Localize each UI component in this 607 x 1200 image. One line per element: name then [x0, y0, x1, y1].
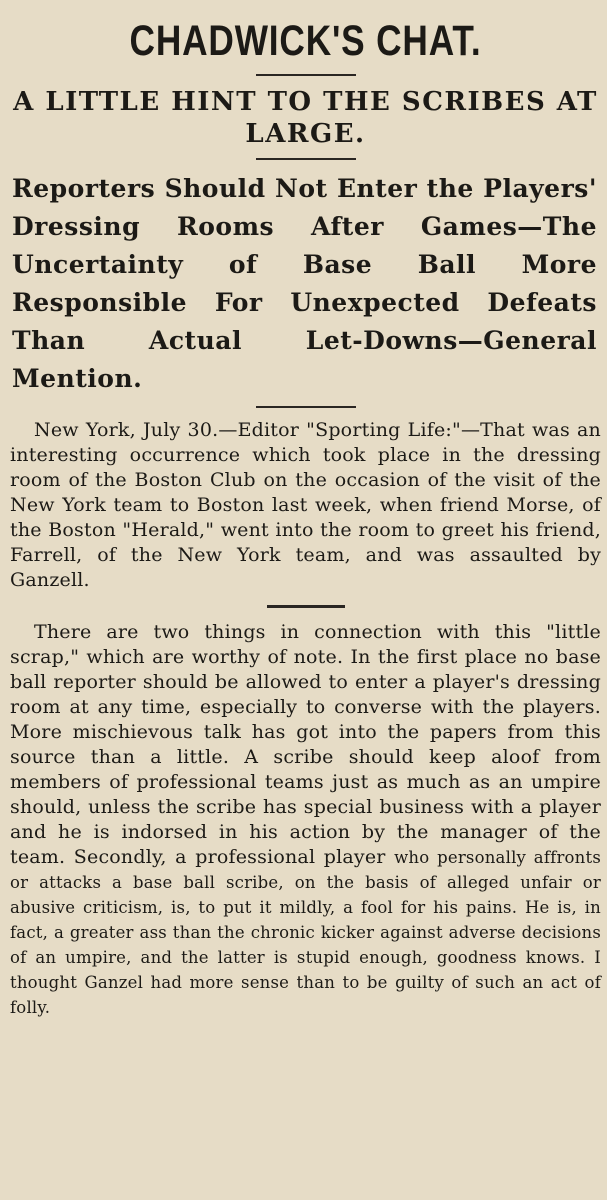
- divider-rule: [256, 158, 356, 160]
- paragraph-dateline: New York, July 30.—Editor "Sporting Life:"—That was an interesting occurrence which took place in the dressing room of the Boston Club on the occasion of the visit of the New York team to Boston last week, when friend Morse, of the Boston "Herald," went into the room to greet his friend, Farrell, of the New York team, and was assaulted by Ganzell.: [10, 419, 601, 591]
- paragraph-body-part1: There are two things in connection with this "little scrap," which are worthy of note. In the first place no base ball reporter should be allowed to enter a player's dressing room at any time, especially to converse with the players. More mischievous talk has got into the papers from this source than a little. A scribe should keep aloof from members of professional teams just as much as an umpire should, unless the scribe has special business with a player and he is indorsed in his action by the manager of the team. Secondly, a professional player: [10, 621, 601, 868]
- divider-rule: [256, 74, 356, 76]
- section-dash: [267, 605, 345, 608]
- headline-title: CHADWICK'S CHAT.: [129, 17, 482, 65]
- deck-primary: A LITTLE HINT TO THE SCRIBES AT LARGE.: [13, 87, 598, 149]
- deck-secondary: Reporters Should Not Enter the Players' Dressing Rooms After Games—The Uncertainty of Base Ball More Responsible For Unexpected Defeats Than Actual Let-Downs—General Mention.: [12, 174, 597, 393]
- paragraph-body: [10, 620, 601, 1020]
- paragraph-body-part2: who personally affronts or attacks a base ball scribe, on the basis of alleged unfair or abusive criticism, is, to put it mildly, a fool for his pains. He is, in fact, a greater ass than the chronic kicker against adverse decisions of an umpire, and the latter is stupid enough, goodness knows. I thought Ganzel had more sense than to be guilty of such an act of folly.: [10, 848, 601, 1017]
- divider-rule: [256, 406, 356, 408]
